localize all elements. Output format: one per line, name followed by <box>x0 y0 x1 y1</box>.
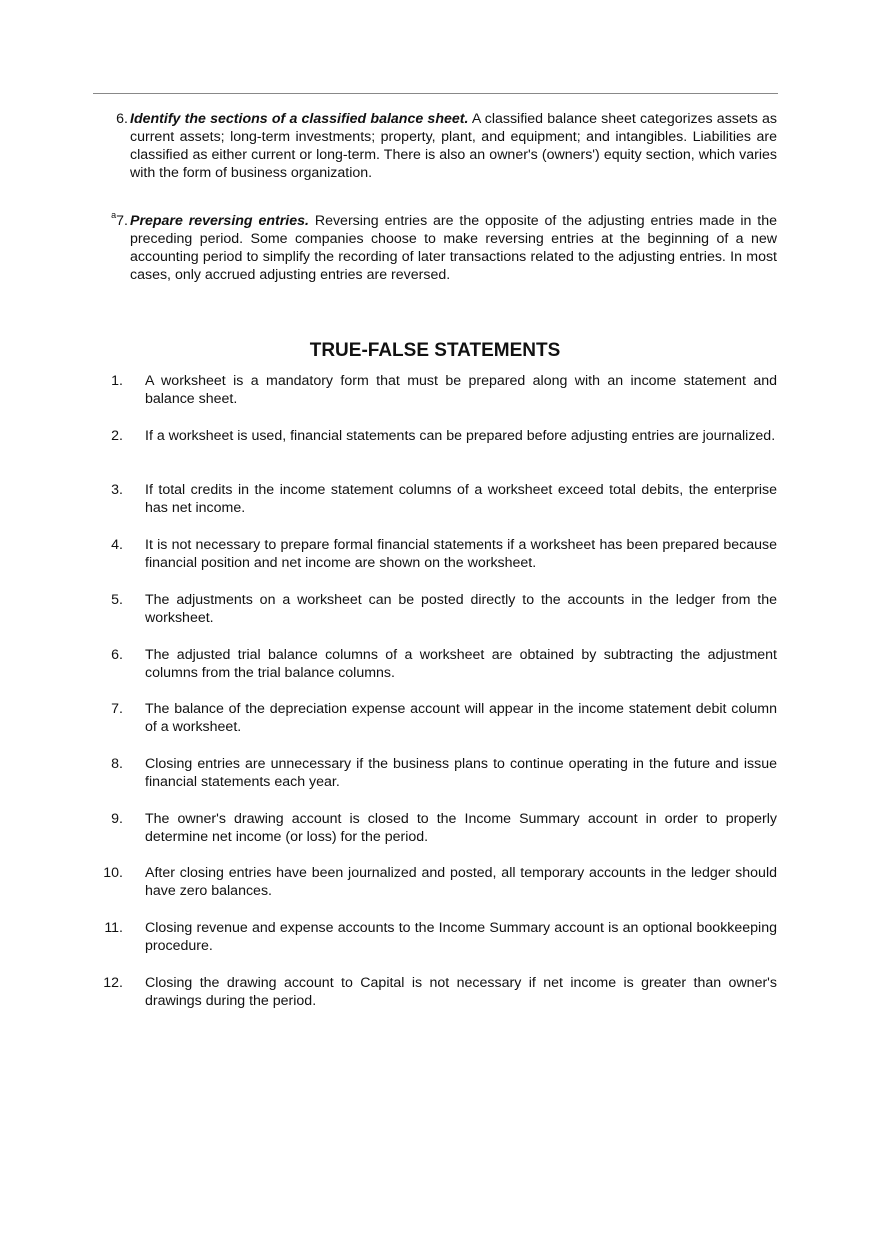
statement-item <box>95 536 777 572</box>
statement-item <box>95 919 777 955</box>
statement-number: 6. <box>111 646 123 663</box>
statement-item <box>95 591 777 627</box>
objective-number: $^a$7. <box>111 210 128 229</box>
statement-text: If total credits in the income statement columns of a worksheet exceed total debits, the enterprise has net income. <box>145 482 777 517</box>
statement-text: It is not necessary to prepare formal financial statements if a worksheet has been prepared because financial position and net income are shown on the worksheet. <box>145 537 777 572</box>
statement-text: A worksheet is a mandatory form that must be prepared along with an income statement and balance sheet. <box>145 373 777 407</box>
statement-text: The adjustments on a worksheet can be posted directly to the accounts in the ledger from the worksheet. <box>145 591 777 626</box>
statement-number: 2. <box>111 427 123 444</box>
statement-item <box>95 646 777 682</box>
statement-text: Closing entries are unnecessary if the business plans to continue operating in the future and issue financial statements each year. <box>145 755 777 790</box>
statement-number: 3. <box>111 482 123 499</box>
statement-item <box>95 372 777 408</box>
statement-text: If a worksheet is used, financial statements can be prepared before adjusting entries are journalized. <box>145 427 776 444</box>
section-heading: TRUE-FALSE STATEMENTS <box>309 340 561 361</box>
statement-item <box>95 700 777 736</box>
statement-text: The adjusted trial balance columns of a worksheet are obtained by subtracting the adjustment columns from the trial balance columns. <box>145 646 777 681</box>
statement-number: 8. <box>111 755 123 772</box>
objective-title: Prepare reversing entries. <box>130 213 309 229</box>
statement-number: 11. <box>104 920 123 936</box>
objective-number: 6. <box>116 111 128 127</box>
objective-item <box>100 212 777 284</box>
objective-item <box>100 110 777 182</box>
statement-number: 5. <box>111 591 123 608</box>
statement-text: The owner's drawing account is closed to the Income Summary account in order to properly determine net income (or loss) for the period. <box>145 810 777 845</box>
statement-item <box>95 481 777 517</box>
objective-body: A classified balance sheet categorizes assets as current assets; long-term investments; property, plant, and equipment; and intangibles. Liabilities are classified as either current or long-term. There is also an owner's (owners') equity section, which varies with the form of business organization. <box>130 111 777 181</box>
objective-title: Identify the sections of a classified balance sheet. <box>130 111 469 127</box>
objective-body: Reversing entries are the opposite of the adjusting entries made in the preceding period. Some companies choose to make reversing entries at the beginning of a new accounting period to simplify the recording of later transactions related to the adjusting entries. In most cases, only accrued adjusting entries are reversed. <box>130 213 777 283</box>
statement-item <box>95 974 777 1010</box>
statement-number: 9. <box>111 810 123 827</box>
statement-text: Closing the drawing account to Capital is not necessary if net income is greater than owner's drawings during the period. <box>145 974 777 1009</box>
statement-item <box>95 810 777 846</box>
statement-item <box>95 427 777 445</box>
statement-text: The balance of the depreciation expense account will appear in the income statement debit column of a worksheet. <box>145 701 777 736</box>
statement-number: 1. <box>111 373 123 389</box>
statement-item <box>95 864 777 900</box>
statement-item <box>95 755 777 791</box>
statement-number: 12. <box>103 974 123 991</box>
header-rule <box>93 93 778 94</box>
statement-text: After closing entries have been journalized and posted, all temporary accounts in the ledger should have zero balances. <box>145 865 777 900</box>
statement-number: 4. <box>111 537 123 554</box>
statement-number: 7. <box>111 701 123 718</box>
statement-number: 10. <box>103 865 123 882</box>
statement-text: Closing revenue and expense accounts to the Income Summary account is an optional bookkeeping procedure. <box>145 920 777 954</box>
